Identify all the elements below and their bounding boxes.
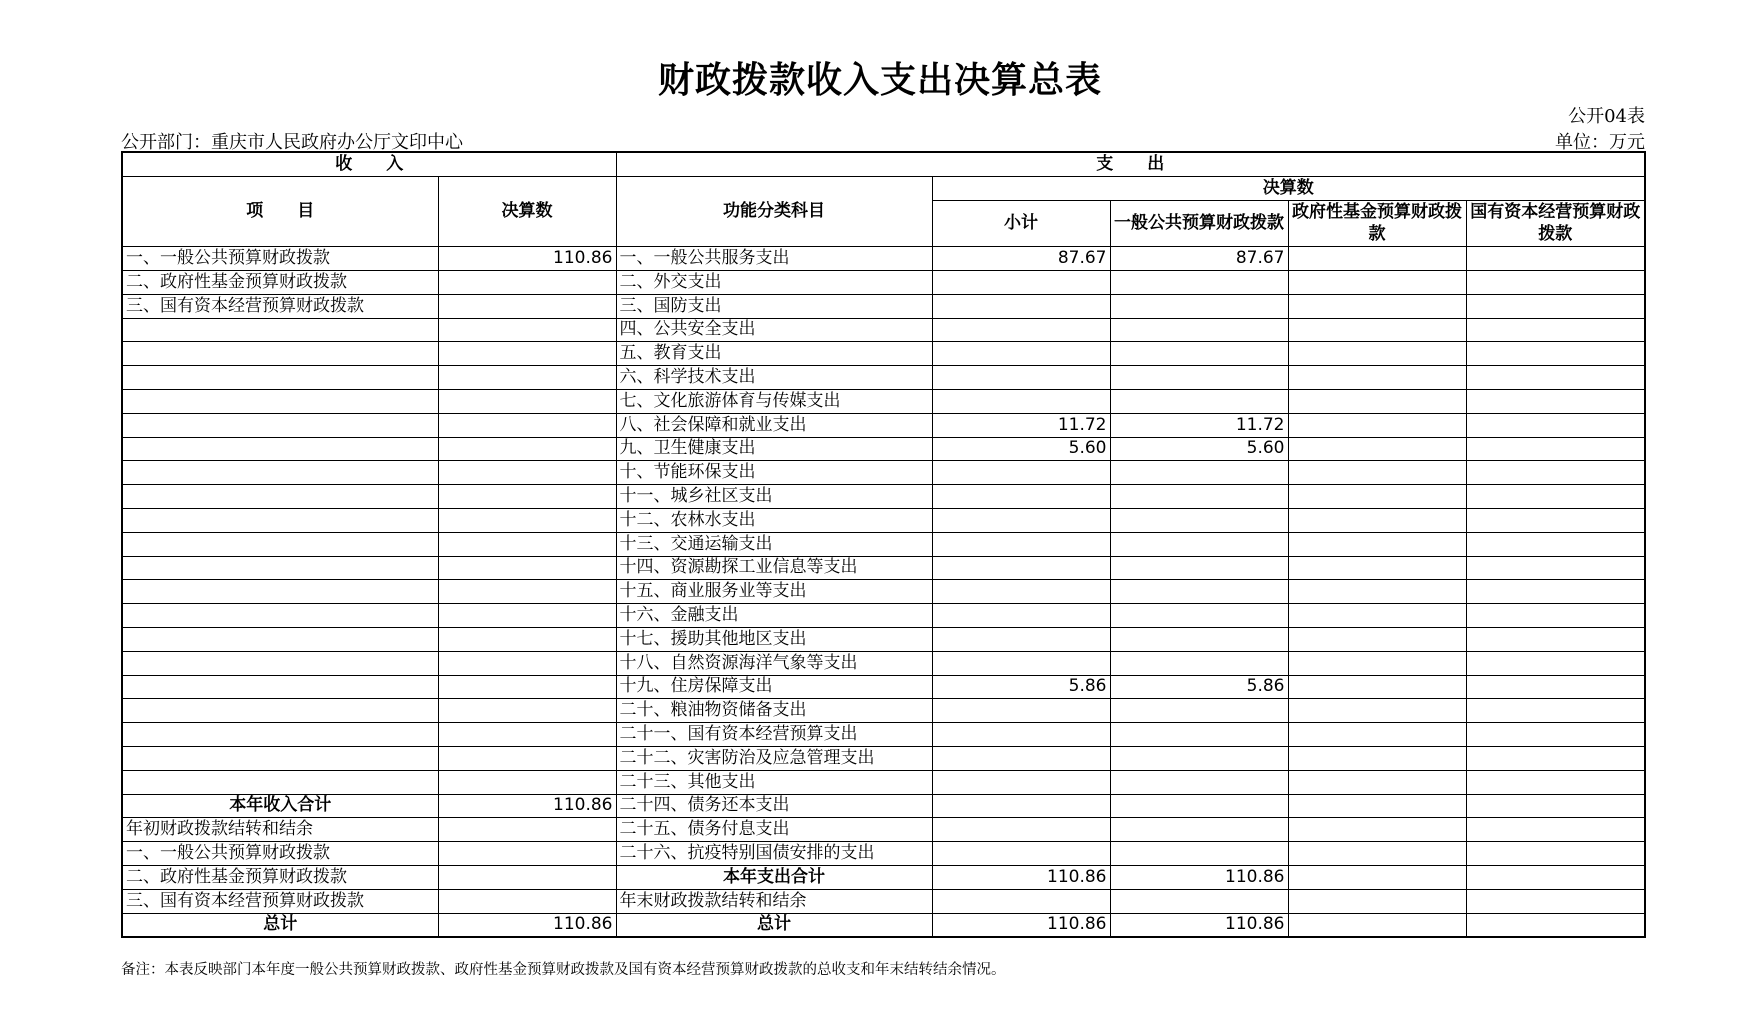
table-row bbox=[122, 366, 1645, 390]
cell-sub: 110.86 bbox=[932, 865, 1110, 889]
cell-amount bbox=[438, 818, 616, 842]
table-row bbox=[122, 318, 1645, 342]
table-row bbox=[122, 842, 1645, 866]
cell-fund bbox=[1288, 842, 1466, 866]
subtotal-header: 小计 bbox=[932, 200, 1110, 247]
cell-item bbox=[122, 389, 438, 413]
cell-func: 二十一、国有资本经营预算支出 bbox=[616, 723, 932, 747]
cell-func: 二、外交支出 bbox=[616, 270, 932, 294]
cell-sub: 11.72 bbox=[932, 413, 1110, 437]
cell-fund bbox=[1288, 865, 1466, 889]
cell-amount bbox=[438, 389, 616, 413]
cell-amount bbox=[438, 842, 616, 866]
cell-amount bbox=[438, 746, 616, 770]
cell-item: 总计 bbox=[122, 913, 438, 937]
func-header: 功能分类科目 bbox=[616, 176, 932, 246]
cell-amount bbox=[438, 318, 616, 342]
cell-func: 九、卫生健康支出 bbox=[616, 437, 932, 461]
cell-soe bbox=[1466, 723, 1645, 747]
table-row bbox=[122, 413, 1645, 437]
cell-sub bbox=[932, 651, 1110, 675]
cell-soe bbox=[1466, 746, 1645, 770]
cell-func: 二十二、灾害防治及应急管理支出 bbox=[616, 746, 932, 770]
cell-amount bbox=[438, 294, 616, 318]
cell-fund bbox=[1288, 770, 1466, 794]
table-row bbox=[122, 580, 1645, 604]
cell-item bbox=[122, 532, 438, 556]
cell-amount bbox=[438, 437, 616, 461]
cell-sub bbox=[932, 627, 1110, 651]
cell-fund bbox=[1288, 556, 1466, 580]
cell-fund bbox=[1288, 675, 1466, 699]
cell-gen bbox=[1110, 485, 1288, 509]
table-row bbox=[122, 294, 1645, 318]
cell-func: 十八、自然资源海洋气象等支出 bbox=[616, 651, 932, 675]
cell-gen bbox=[1110, 818, 1288, 842]
unit-label: 单位：万元 bbox=[1555, 132, 1645, 153]
cell-func: 二十三、其他支出 bbox=[616, 770, 932, 794]
cell-amount bbox=[438, 889, 616, 913]
cell-amount bbox=[438, 699, 616, 723]
cell-fund bbox=[1288, 318, 1466, 342]
cell-gen bbox=[1110, 889, 1288, 913]
cell-gen bbox=[1110, 604, 1288, 628]
cell-gen bbox=[1110, 270, 1288, 294]
cell-amount bbox=[438, 651, 616, 675]
cell-soe bbox=[1466, 627, 1645, 651]
cell-item bbox=[122, 604, 438, 628]
cell-amount: 110.86 bbox=[438, 247, 616, 271]
cell-sub bbox=[932, 508, 1110, 532]
cell-fund bbox=[1288, 699, 1466, 723]
table-row bbox=[122, 461, 1645, 485]
cell-amount bbox=[438, 580, 616, 604]
table-row bbox=[122, 389, 1645, 413]
table-row bbox=[122, 485, 1645, 509]
cell-sub bbox=[932, 270, 1110, 294]
cell-soe bbox=[1466, 485, 1645, 509]
cell-item bbox=[122, 485, 438, 509]
cell-soe bbox=[1466, 413, 1645, 437]
cell-item bbox=[122, 770, 438, 794]
cell-gen bbox=[1110, 627, 1288, 651]
cell-item bbox=[122, 651, 438, 675]
income-header: 收 入 bbox=[122, 152, 616, 176]
cell-fund bbox=[1288, 723, 1466, 747]
table-row bbox=[122, 889, 1645, 913]
fund-header: 政府性基金预算财政拨款 bbox=[1288, 200, 1466, 247]
cell-sub bbox=[932, 723, 1110, 747]
cell-gen bbox=[1110, 651, 1288, 675]
cell-gen bbox=[1110, 366, 1288, 390]
cell-gen bbox=[1110, 746, 1288, 770]
cell-soe bbox=[1466, 913, 1645, 937]
cell-fund bbox=[1288, 366, 1466, 390]
table-row bbox=[122, 865, 1645, 889]
cell-soe bbox=[1466, 294, 1645, 318]
cell-sub bbox=[932, 580, 1110, 604]
table-row bbox=[122, 508, 1645, 532]
cell-item bbox=[122, 746, 438, 770]
cell-amount bbox=[438, 604, 616, 628]
cell-sub bbox=[932, 746, 1110, 770]
cell-sub: 87.67 bbox=[932, 247, 1110, 271]
cell-item: 二、政府性基金预算财政拨款 bbox=[122, 270, 438, 294]
cell-sub bbox=[932, 842, 1110, 866]
cell-sub bbox=[932, 604, 1110, 628]
cell-item bbox=[122, 461, 438, 485]
cell-soe bbox=[1466, 842, 1645, 866]
table-row bbox=[122, 342, 1645, 366]
table-row bbox=[122, 556, 1645, 580]
cell-func: 六、科学技术支出 bbox=[616, 366, 932, 390]
cell-fund bbox=[1288, 651, 1466, 675]
cell-item bbox=[122, 437, 438, 461]
cell-gen bbox=[1110, 556, 1288, 580]
cell-item bbox=[122, 366, 438, 390]
cell-soe bbox=[1466, 865, 1645, 889]
cell-soe bbox=[1466, 604, 1645, 628]
cell-gen bbox=[1110, 699, 1288, 723]
cell-soe bbox=[1466, 247, 1645, 271]
cell-func: 二十四、债务还本支出 bbox=[616, 794, 932, 818]
cell-func: 二十、粮油物资储备支出 bbox=[616, 699, 932, 723]
cell-item: 三、国有资本经营预算财政拨款 bbox=[122, 889, 438, 913]
cell-sub bbox=[932, 818, 1110, 842]
cell-sub: 110.86 bbox=[932, 913, 1110, 937]
cell-amount bbox=[438, 413, 616, 437]
cell-item bbox=[122, 413, 438, 437]
cell-func: 四、公共安全支出 bbox=[616, 318, 932, 342]
table-row bbox=[122, 604, 1645, 628]
cell-item: 年初财政拨款结转和结余 bbox=[122, 818, 438, 842]
cell-soe bbox=[1466, 818, 1645, 842]
cell-item bbox=[122, 675, 438, 699]
cell-fund bbox=[1288, 342, 1466, 366]
cell-soe bbox=[1466, 580, 1645, 604]
cell-amount bbox=[438, 556, 616, 580]
cell-soe bbox=[1466, 318, 1645, 342]
cell-gen bbox=[1110, 532, 1288, 556]
cell-gen: 5.86 bbox=[1110, 675, 1288, 699]
cell-item: 一、一般公共预算财政拨款 bbox=[122, 842, 438, 866]
table-row bbox=[122, 247, 1645, 271]
department-label: 公开部门：重庆市人民政府办公厅文印中心 bbox=[121, 132, 463, 153]
cell-gen bbox=[1110, 723, 1288, 747]
cell-gen: 110.86 bbox=[1110, 865, 1288, 889]
cell-fund bbox=[1288, 508, 1466, 532]
table-row bbox=[122, 770, 1645, 794]
cell-fund bbox=[1288, 247, 1466, 271]
cell-gen bbox=[1110, 842, 1288, 866]
cell-amount bbox=[438, 508, 616, 532]
cell-func: 八、社会保障和就业支出 bbox=[616, 413, 932, 437]
cell-gen: 11.72 bbox=[1110, 413, 1288, 437]
cell-func: 本年支出合计 bbox=[616, 865, 932, 889]
cell-item: 三、国有资本经营预算财政拨款 bbox=[122, 294, 438, 318]
cell-func: 十二、农林水支出 bbox=[616, 508, 932, 532]
cell-sub: 5.86 bbox=[932, 675, 1110, 699]
cell-amount bbox=[438, 723, 616, 747]
cell-fund bbox=[1288, 794, 1466, 818]
cell-sub bbox=[932, 342, 1110, 366]
form-number: 公开04表 bbox=[1568, 106, 1645, 127]
cell-fund bbox=[1288, 270, 1466, 294]
cell-amount: 110.86 bbox=[438, 913, 616, 937]
cell-func: 十四、资源勘探工业信息等支出 bbox=[616, 556, 932, 580]
cell-amount bbox=[438, 366, 616, 390]
cell-gen bbox=[1110, 580, 1288, 604]
cell-fund bbox=[1288, 889, 1466, 913]
cell-func: 五、教育支出 bbox=[616, 342, 932, 366]
cell-gen bbox=[1110, 294, 1288, 318]
cell-soe bbox=[1466, 366, 1645, 390]
footnote: 备注：本表反映部门本年度一般公共预算财政拨款、政府性基金预算财政拨款及国有资本经营预算财政拨款的总收支和年末结转结余情况。 bbox=[121, 962, 1006, 978]
cell-sub bbox=[932, 294, 1110, 318]
cell-func: 十三、交通运输支出 bbox=[616, 532, 932, 556]
table-row bbox=[122, 746, 1645, 770]
cell-soe bbox=[1466, 508, 1645, 532]
final-header: 决算数 bbox=[932, 176, 1645, 200]
cell-soe bbox=[1466, 794, 1645, 818]
table-row bbox=[122, 723, 1645, 747]
cell-amount bbox=[438, 532, 616, 556]
amount-header: 决算数 bbox=[438, 176, 616, 246]
item-header: 项 目 bbox=[122, 176, 438, 246]
cell-soe bbox=[1466, 532, 1645, 556]
cell-item bbox=[122, 580, 438, 604]
cell-gen bbox=[1110, 508, 1288, 532]
budget-table bbox=[121, 151, 1646, 938]
cell-soe bbox=[1466, 556, 1645, 580]
cell-gen bbox=[1110, 461, 1288, 485]
cell-item bbox=[122, 627, 438, 651]
cell-item: 本年收入合计 bbox=[122, 794, 438, 818]
cell-item bbox=[122, 342, 438, 366]
cell-amount bbox=[438, 770, 616, 794]
cell-gen bbox=[1110, 770, 1288, 794]
cell-func: 十五、商业服务业等支出 bbox=[616, 580, 932, 604]
cell-func: 总计 bbox=[616, 913, 932, 937]
cell-fund bbox=[1288, 818, 1466, 842]
cell-item bbox=[122, 318, 438, 342]
cell-amount bbox=[438, 270, 616, 294]
cell-fund bbox=[1288, 532, 1466, 556]
cell-soe bbox=[1466, 651, 1645, 675]
expense-header: 支 出 bbox=[616, 152, 1645, 176]
cell-sub bbox=[932, 889, 1110, 913]
cell-item bbox=[122, 699, 438, 723]
cell-gen bbox=[1110, 342, 1288, 366]
cell-item: 二、政府性基金预算财政拨款 bbox=[122, 865, 438, 889]
cell-amount bbox=[438, 461, 616, 485]
cell-sub bbox=[932, 389, 1110, 413]
cell-func: 二十六、抗疫特别国债安排的支出 bbox=[616, 842, 932, 866]
page-title: 财政拨款收入支出决算总表 bbox=[657, 59, 1102, 101]
cell-sub bbox=[932, 485, 1110, 509]
cell-soe bbox=[1466, 675, 1645, 699]
cell-amount bbox=[438, 485, 616, 509]
cell-soe bbox=[1466, 699, 1645, 723]
cell-func: 七、文化旅游体育与传媒支出 bbox=[616, 389, 932, 413]
cell-gen: 110.86 bbox=[1110, 913, 1288, 937]
table-row bbox=[122, 699, 1645, 723]
table-row bbox=[122, 437, 1645, 461]
cell-sub: 5.60 bbox=[932, 437, 1110, 461]
cell-fund bbox=[1288, 913, 1466, 937]
cell-func: 十一、城乡社区支出 bbox=[616, 485, 932, 509]
table-row bbox=[122, 532, 1645, 556]
cell-func: 二十五、债务付息支出 bbox=[616, 818, 932, 842]
cell-gen bbox=[1110, 389, 1288, 413]
cell-func: 十六、金融支出 bbox=[616, 604, 932, 628]
cell-sub bbox=[932, 770, 1110, 794]
cell-soe bbox=[1466, 270, 1645, 294]
cell-amount bbox=[438, 342, 616, 366]
table-row bbox=[122, 270, 1645, 294]
gen-header: 一般公共预算财政拨款 bbox=[1110, 200, 1288, 247]
cell-func: 三、国防支出 bbox=[616, 294, 932, 318]
cell-amount: 110.86 bbox=[438, 794, 616, 818]
cell-fund bbox=[1288, 580, 1466, 604]
cell-soe bbox=[1466, 389, 1645, 413]
cell-gen bbox=[1110, 794, 1288, 818]
cell-func: 十七、援助其他地区支出 bbox=[616, 627, 932, 651]
cell-soe bbox=[1466, 437, 1645, 461]
table-row bbox=[122, 818, 1645, 842]
cell-gen bbox=[1110, 318, 1288, 342]
cell-sub bbox=[932, 461, 1110, 485]
cell-fund bbox=[1288, 627, 1466, 651]
cell-fund bbox=[1288, 413, 1466, 437]
cell-item bbox=[122, 508, 438, 532]
cell-func: 年末财政拨款结转和结余 bbox=[616, 889, 932, 913]
cell-soe bbox=[1466, 889, 1645, 913]
cell-fund bbox=[1288, 746, 1466, 770]
cell-item: 一、一般公共预算财政拨款 bbox=[122, 247, 438, 271]
cell-amount bbox=[438, 865, 616, 889]
cell-gen: 5.60 bbox=[1110, 437, 1288, 461]
table-row bbox=[122, 651, 1645, 675]
cell-sub bbox=[932, 532, 1110, 556]
cell-sub bbox=[932, 699, 1110, 723]
cell-fund bbox=[1288, 437, 1466, 461]
cell-sub bbox=[932, 318, 1110, 342]
cell-sub bbox=[932, 366, 1110, 390]
cell-func: 一、一般公共服务支出 bbox=[616, 247, 932, 271]
table-row bbox=[122, 675, 1645, 699]
cell-fund bbox=[1288, 461, 1466, 485]
table-row bbox=[122, 913, 1645, 937]
cell-soe bbox=[1466, 342, 1645, 366]
cell-item bbox=[122, 556, 438, 580]
table-row bbox=[122, 627, 1645, 651]
cell-soe bbox=[1466, 461, 1645, 485]
cell-sub bbox=[932, 794, 1110, 818]
table-row bbox=[122, 794, 1645, 818]
cell-amount bbox=[438, 675, 616, 699]
soe-header: 国有资本经营预算财政拨款 bbox=[1466, 200, 1645, 247]
cell-fund bbox=[1288, 485, 1466, 509]
cell-func: 十九、住房保障支出 bbox=[616, 675, 932, 699]
cell-fund bbox=[1288, 294, 1466, 318]
cell-fund bbox=[1288, 389, 1466, 413]
cell-gen: 87.67 bbox=[1110, 247, 1288, 271]
cell-fund bbox=[1288, 604, 1466, 628]
cell-amount bbox=[438, 627, 616, 651]
cell-func: 十、节能环保支出 bbox=[616, 461, 932, 485]
cell-soe bbox=[1466, 770, 1645, 794]
cell-item bbox=[122, 723, 438, 747]
cell-sub bbox=[932, 556, 1110, 580]
